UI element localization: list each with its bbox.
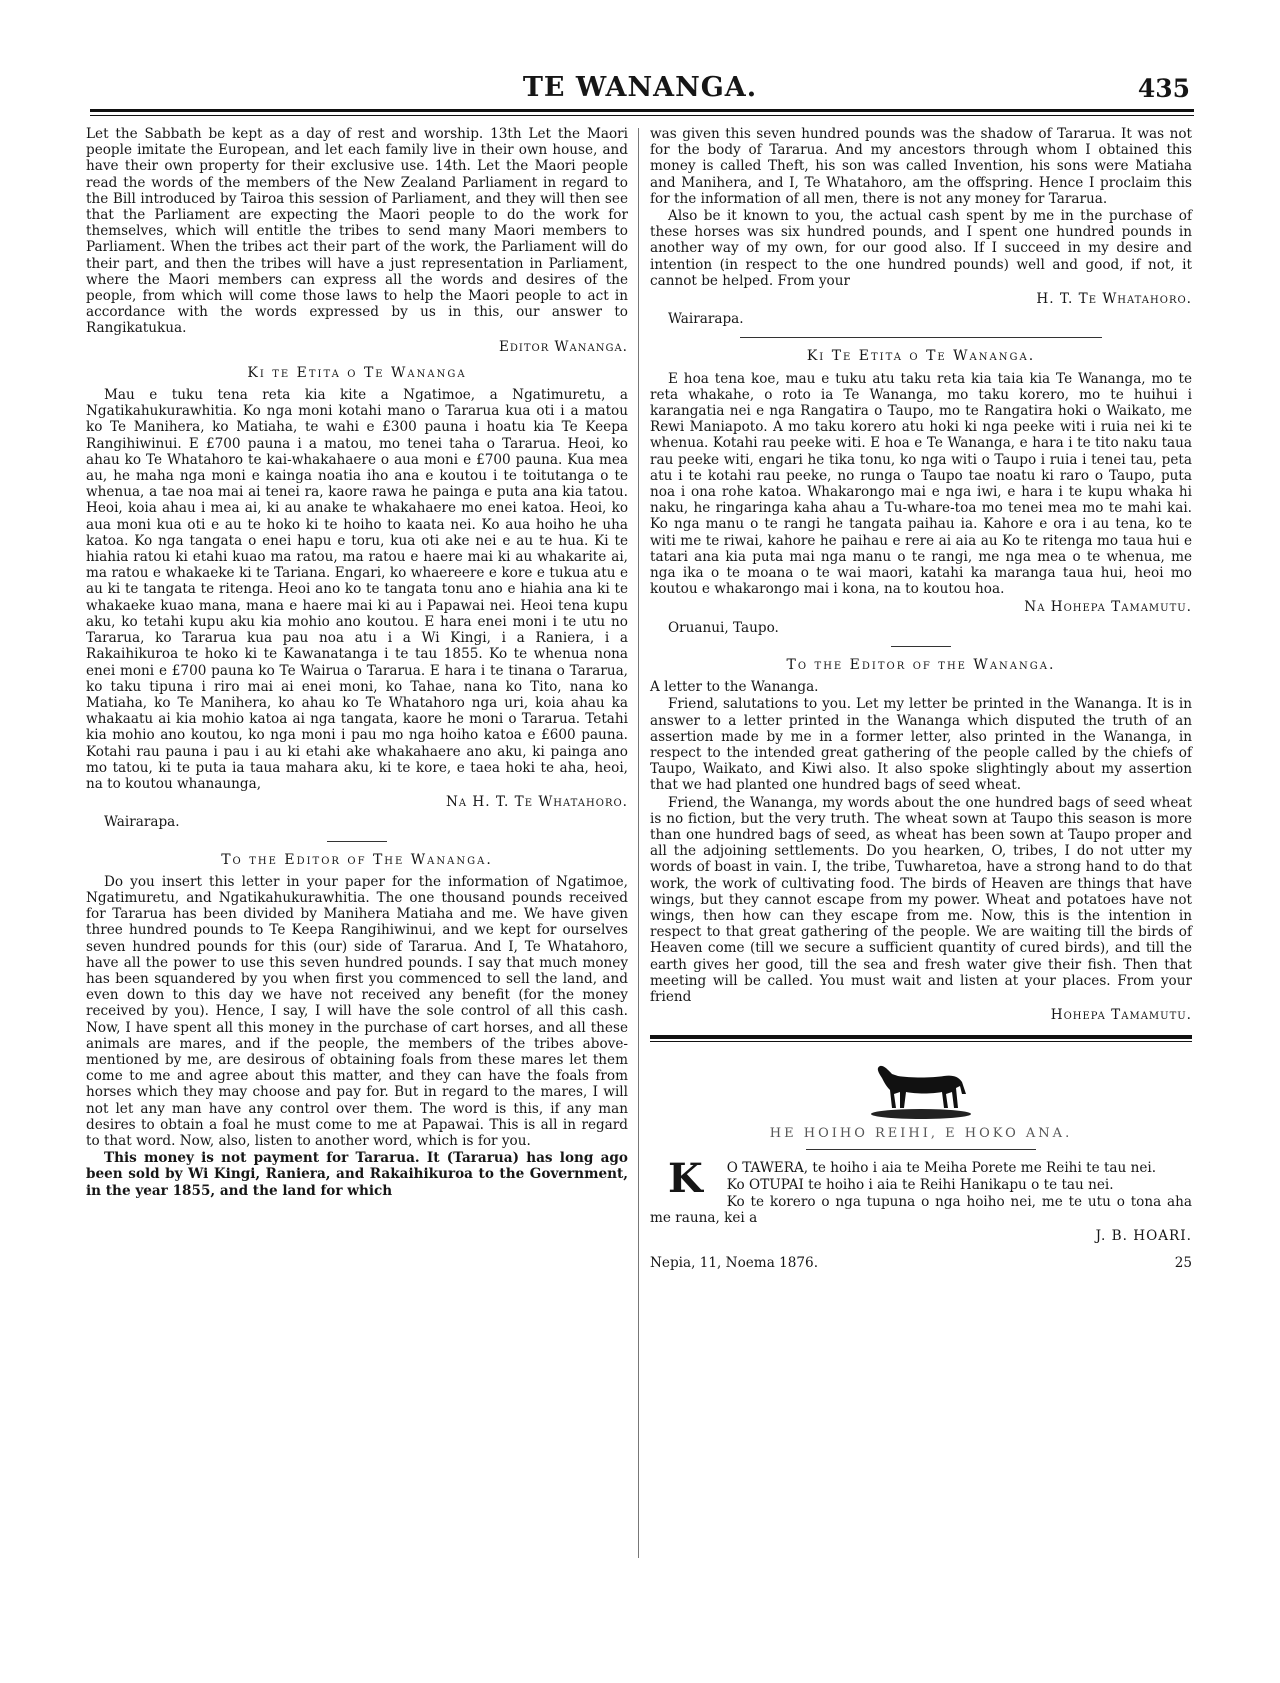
letter4-body: Friend, salutations to you. Let my letter be printed in the Wananga. It is in answer to a letter printed in the Wananga which disputed the truth of an assertion made by me in a former letter, also printed in the Wananga, in respect to the intended great gathering of the people called by the chiefs of Taupo, Waikato, and Kiwi also. It also spoke slightingly about my assertion that we had planted one hundred bags of seed wheat.	[650, 696, 1192, 794]
letter1-place: Wairarapa.	[104, 814, 180, 831]
advert-line-2: Ko OTUPAI te hoiho i aia te Reihi Hanikapu o te tau nei.	[726, 1176, 1114, 1193]
advert-place-date: Nepia, 11, Noema 1876.	[650, 1254, 819, 1271]
letter3-body: E hoa tena koe, mau e tuku atu taku reta kia taia kia Te Wananga, mo te reta whakahe, o roto ia Te Wananga, mo taku korero, mo te huihui i karangatia nei e nga Rangatira o Taupo, mo te Rangatira hoki o Waikato, me Rewi Maniapoto. A mo taku korero atu hoki ki nga peeke witi i ruia nei ki te whenua. Kotahi rau peeke witi. E hoa e Te Wananga, e hara i te tito naku taua rau peeke witi, engari he tika tonu, ko nga witi o Taupo i ruia i tenei tau, peta atu i te kotahi rau peeke, no runga o Taupo tae noatu ki raro o Taupo, puta noa i ona rohe katoa. Whakarongo mai e nga iwi, e hara i te kupu whaka hi naku, he ringaringa kaha ahau a Tu-whare-toa mo tenei mea mo te mahi kai. Ko nga manu o te rangi he tangata paihau ia. Kahore e ora i au tena, ko te witi me te riwai, kahore he paihau e rere ai aia au Ko te ritenga mo taua hui e tatari ana kia puta mai nga manu o te rangi, me nga mea o te whenua, me nga ika o te moana o te wai maori, katahi ka maranga taua hui, heoi mo koutou e whakarongo mai i kona, na to koutou hoa.	[650, 370, 1192, 598]
letter3-heading: Ki Te Etita o Te Wananga.	[806, 348, 1036, 365]
column-divider	[638, 128, 639, 1558]
advert-rule	[806, 1149, 1036, 1150]
page-number: 435	[1137, 74, 1190, 103]
letter3-signature: Na Hohepa Tamamutu.	[1024, 599, 1192, 616]
letter2-heading: To the Editor of The Wananga.	[221, 851, 493, 868]
section-separator	[740, 337, 1102, 338]
advert-footer	[650, 1255, 1192, 1271]
advert-line-3: Ko te korero o nga tupuna o nga hoiho nei, me te utu o tona aha me rauna, kei a	[650, 1193, 1192, 1227]
intro-paragraph: Let the Sabbath be kept as a day of rest and worship. 13th Let the Maori people imitate the European, and let each family live in their own house, and have their own property for their exclusive use. 14th. Let the Maori people read the words of the members of the New Zealand Parliament in regard to the Bill introduced by Tairoa this session of Parliament, and they will then see that the Parliament are expecting the Maori people to do the work for themselves, which will entitle the tribes to send many Maori members to Parliament. When the tribes act their part of the work, the Parliament will do their part, and then the tribes will have a just representation in Parliament, where the Maori members can express all the words and desires of the people, from which will come those laws to help the Maori people to act in accordance with the words expressed by us in this, our answer to Rangikatukua.	[86, 126, 628, 337]
letter4-signature: Hohepa Tamamutu.	[1050, 1007, 1192, 1024]
letter4-heading: To the Editor of the Wananga.	[786, 656, 1056, 673]
whatahoro-place: Wairarapa.	[668, 311, 744, 328]
advert-top-rule	[650, 1035, 1192, 1039]
section-separator	[891, 646, 951, 647]
advert-signature: J. B. HOARI.	[1095, 1228, 1192, 1245]
intro-signature: Editor Wananga.	[498, 338, 628, 355]
newspaper-title: TE WANANGA.	[522, 72, 758, 103]
advert-dropcap: K	[668, 1154, 703, 1202]
advert-line-1-text: O TAWERA, te hoiho i aia te Meiha Porete me Reihi te tau nei.	[726, 1159, 1157, 1176]
horse-advert	[650, 1056, 1192, 1270]
letter1-body: Mau e tuku tena reta kia kite a Ngatimoe, a Ngatimuretu, a Ngatikahukurawhitia. Ko nga moni kotahi mano o Tararua kua oti i a matou ko Te Manihera, ko Matiaha, te wahi e £300 pauna i hoatu kia Te Keepa Rangihiwinui. E £700 pauna i a matou, mo tenei taha o Tararua. Heoi, ko ahau ko Te Whatahoro te kai-whakahaere o aua moni e £700 pauna. Kua mea au, he maha nga moni e kainga noatia iho ana e koutou i te toitutanga o te whenua, a tae noa mai ai tenei ra, kaore rawa he painga e puta ana kia tatou. Heoi, koia ahau i mea ai, ki au anake te whakahaere mo enei katoa. Heoi, ko aua moni kua oti e au te hoko ki te hoiho to kaata nei. Ko aua hoiho he uha katoa. Ko nga tangata o enei hapu e toru, kua oti ake nei e au te hua. Ki te hiahia ratou ki etahi kuao ma ratou, ma ratou e haere mai ki au whakarite ai, ma ratou e whakaeke ki te Tariana. Engari, ko whaereere e kore e tukua atu e au ki te tangata te ritenga. Heoi ano ko te tangata tonu ano e hiahia ana ki te whakaeke kuao mana, mana e haere mai ki au i Papawai nei. Heoi tena kupu aku, ko tetahi kupu aku kia mohio ano koutou. E hara enei moni i te utu no Tararua, ko Tararua kua pau noa atu i a Wi Kingi, i a Raniera, i a Rakaihikuroa te hoko ki te Kawanatanga i te tau 1855. Ko te whenua nona enei moni e £700 pauna ko Te Wairua o Tararua. E hara i te tinana o Tararua, ko taku tipuna i riro mai ai enei moni, ko Tahae, nana ko Tito, nana ko Matiaha, ko Te Manihera, ko ahau ko Te Whatahoro nga uri, koia ahau ka whakaatu ai kia mohio katoa ai nga tangata, kaore he moni o Tararua. Tetahi kia mohio ano koutou, ko nga moni i pau mo nga hoiho katoa e £600 pauna. Kotahi rau pauna i pau i au ki etahi ake whakahaere ano aku, ki painga ano mo tatou, ki te puta ia taua mahara aku, ki te kore, e taea hoki te aha, heoi, na to koutou whanaunga,	[86, 387, 628, 792]
letter2-body-continued: This money is not payment for Tararua. It (Tararua) has long ago been sold by Wi Kingi, Raniera, and Rakaihikuroa to the Government, in the year 1855, and the land for which	[86, 1150, 628, 1199]
horse-icon	[866, 1056, 976, 1120]
section-separator	[327, 841, 387, 842]
letter4-subheading: A letter to the Wananga.	[650, 679, 819, 696]
right-column	[650, 126, 1192, 1271]
advert-title: HE HOIHO REIHI, E HOKO ANA.	[769, 1126, 1073, 1142]
whatahoro-signature: H. T. Te Whatahoro.	[1036, 291, 1192, 308]
letter1-heading: Ki te Etita o Te Wananga	[247, 364, 467, 381]
letter4-body-2: Friend, the Wananga, my words about the one hundred bags of seed wheat is no fiction, but the very truth. The wheat sown at Taupo this season is more than one hundred bags of seed, as wheat has been sown at Taupo proper and all the adjoining settlements. Do you hearken, O, tribes, I do not utter my words of boast in vain. I, the tribe, Tuwharetoa, have a strong hand to do that work, the work of cultivating food. The birds of Heaven are things that have wings, but they cannot escape from my power. Wheat and potatoes have not wings, then how can they escape from me. Now, this is the intention in respect to that great gathering of the people. We are waiting till the birds of Heaven come (till we secure a sufficient quantity of cured birds), and till the earth gives her good, till the sea and fresh water give their fish. Then that meeting will be called. You must wait and listen at your places. From your friend	[650, 794, 1192, 1005]
continued-paragraph-2: Also be it known to you, the actual cash spent by me in the purchase of these horses was six hundred pounds, and I spent one hundred pounds in another way of my own, for our good also. If I succeed in my desire and intention (in respect to the one hundred pounds) well and good, if not, it cannot be helped. From your	[650, 208, 1192, 289]
letter1-signature: Na H. T. Te Whatahoro.	[445, 794, 628, 811]
letter2-body: Do you insert this letter in your paper for the information of Ngatimoe, Ngatimuretu, and Ngatikahukurawhitia. The one thousand pounds received for Tararua has been divided by Manihera Matiaha and me. We have given three hundred pounds to Te Keepa Rangihiwinui, and we kept for ourselves seven hundred pounds for this (our) side of Tararua. And I, Te Whatahoro, have all the power to use this seven hundred pounds. I say that much money has been squandered by you when first you commenced to sell the land, and even down to this day we have not received any benefit (for the money received by you). Hence, I say, I will have the sole control of all this cash. Now, I have spent all this money in the purchase of cart horses, and all these animals are mares, and if the people, the members of the tribes above-mentioned by me, are desirous of obtaining foals from these mares let them come to me and agree about this matter, and they can have the foals from horses which they may choose and pay for. But in regard to the mares, I will not let any man have any control over them. The word is this, if any man desires to obtain a foal he must come to me at Papawai. This is all in regard to that word. Now, also, listen to another word, which is for you.	[86, 873, 628, 1149]
masthead-rule	[90, 109, 1194, 112]
left-column	[86, 126, 628, 1200]
continued-paragraph: was given this seven hundred pounds was the shadow of Tararua. It was not for the body of Tararua. And my ancestors through whom I obtained this money is called Theft, his son was called Invention, his sons were Matiaha and Manihera, and I, Te Whatahoro, am the offspring. Hence I proclaim this for the information of all men, there is not any money for Tararua.	[650, 126, 1192, 207]
advert-top-rule-thin	[650, 1041, 1192, 1042]
masthead-rule-thin	[90, 115, 1194, 116]
masthead	[90, 72, 1190, 112]
letter3-place: Oruanui, Taupo.	[668, 619, 779, 636]
advert-number: 25	[1174, 1254, 1192, 1271]
